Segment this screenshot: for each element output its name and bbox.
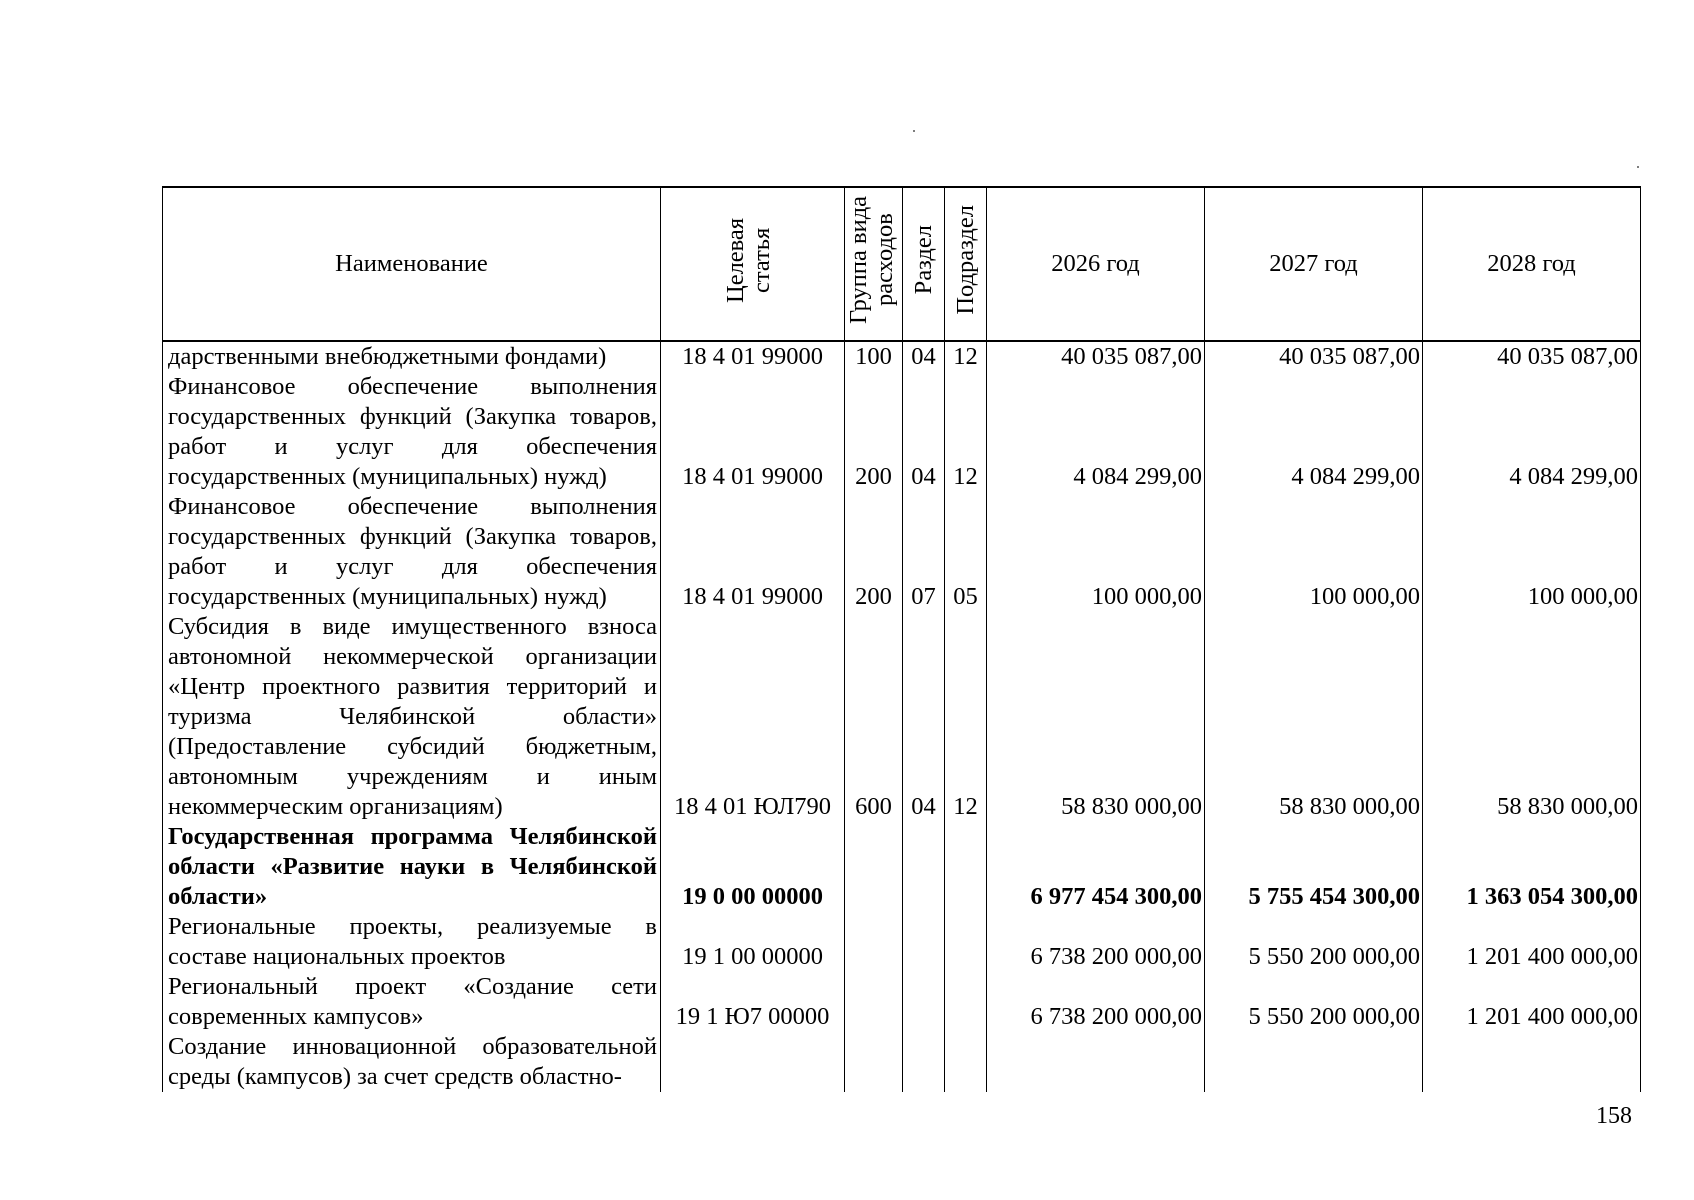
row-subsection (945, 972, 987, 1032)
table-row (163, 492, 1641, 612)
scan-speck (913, 130, 915, 132)
row-code: 18 4 01 99000 (661, 372, 845, 492)
row-code: 18 4 01 99000 (661, 341, 845, 372)
row-section: 07 (903, 492, 945, 612)
row-subsection (945, 1032, 987, 1092)
row-group: 600 (845, 612, 903, 822)
row-2027: 4 084 299,00 (1205, 372, 1423, 492)
header-subsection: Подраздел (951, 205, 979, 315)
row-subsection: 05 (945, 492, 987, 612)
row-2028: 1 363 054 300,00 (1423, 822, 1641, 912)
row-2026: 6 738 200 000,00 (987, 972, 1205, 1032)
row-2026: 6 977 454 300,00 (987, 822, 1205, 912)
row-group (845, 972, 903, 1032)
row-2028 (1423, 1032, 1641, 1092)
row-section: 04 (903, 341, 945, 372)
row-code: 19 1 00 00000 (661, 912, 845, 972)
row-name: Финансовое обеспечение выполнения государственных функций (Закупка товаров, работ и услуг для обеспечения государственных (муниципальных) нужд) (163, 492, 661, 612)
row-section (903, 972, 945, 1032)
row-section (903, 912, 945, 972)
header-2028: 2028 год (1423, 187, 1641, 341)
header-target: Целевая статья (721, 217, 775, 303)
header-name: Наименование (163, 187, 661, 341)
row-code: 19 1 Ю7 00000 (661, 972, 845, 1032)
table-row (163, 972, 1641, 1032)
row-section (903, 822, 945, 912)
row-2028: 1 201 400 000,00 (1423, 912, 1641, 972)
budget-table (162, 186, 1641, 1092)
table-row (163, 341, 1641, 372)
row-code: 18 4 01 99000 (661, 492, 845, 612)
table-row (163, 912, 1641, 972)
row-2028: 4 084 299,00 (1423, 372, 1641, 492)
header-2026: 2026 год (987, 187, 1205, 341)
row-subsection (945, 912, 987, 972)
row-group: 200 (845, 372, 903, 492)
row-2026 (987, 1032, 1205, 1092)
row-2028: 1 201 400 000,00 (1423, 972, 1641, 1032)
row-code (661, 1032, 845, 1092)
row-subsection: 12 (945, 612, 987, 822)
page-number: 158 (1596, 1103, 1632, 1129)
table-row (163, 1032, 1641, 1092)
row-2028: 40 035 087,00 (1423, 341, 1641, 372)
row-name: Региональный проект «Создание сети современных кампусов» (163, 972, 661, 1032)
header-2027: 2027 год (1205, 187, 1423, 341)
row-2026: 100 000,00 (987, 492, 1205, 612)
row-subsection (945, 822, 987, 912)
row-subsection: 12 (945, 372, 987, 492)
row-2026: 6 738 200 000,00 (987, 912, 1205, 972)
table-row (163, 612, 1641, 822)
row-section (903, 1032, 945, 1092)
row-group (845, 822, 903, 912)
row-code: 19 0 00 00000 (661, 822, 845, 912)
table-row (163, 822, 1641, 912)
row-group (845, 1032, 903, 1092)
row-2026: 4 084 299,00 (987, 372, 1205, 492)
row-name: Финансовое обеспечение выполнения государственных функций (Закупка товаров, работ и услуг для обеспечения государственных (муниципальных) нужд) (163, 372, 661, 492)
row-section: 04 (903, 612, 945, 822)
row-2028: 58 830 000,00 (1423, 612, 1641, 822)
row-2026: 58 830 000,00 (987, 612, 1205, 822)
row-group (845, 912, 903, 972)
row-name: Региональные проекты, реализуемые в составе национальных проектов (163, 912, 661, 972)
scan-speck (1637, 166, 1639, 168)
row-2027: 40 035 087,00 (1205, 341, 1423, 372)
row-2027 (1205, 1032, 1423, 1092)
row-2027: 5 550 200 000,00 (1205, 972, 1423, 1032)
row-2028: 100 000,00 (1423, 492, 1641, 612)
row-name: Создание инновационной образовательной среды (кампусов) за счет средств областно- (163, 1032, 661, 1092)
header-group: Группа вида расходов (844, 195, 898, 325)
row-group: 200 (845, 492, 903, 612)
table-row (163, 372, 1641, 492)
header-section: Раздел (909, 225, 937, 295)
row-2027: 58 830 000,00 (1205, 612, 1423, 822)
table-header-row (163, 187, 1641, 341)
row-section: 04 (903, 372, 945, 492)
row-name: Государственная программа Челябинской области «Развитие науки в Челябинской области» (163, 822, 661, 912)
row-2027: 5 755 454 300,00 (1205, 822, 1423, 912)
row-group: 100 (845, 341, 903, 372)
row-name: Субсидия в виде имущественного взноса автономной некоммерческой организации «Центр проектного развития территорий и туризма Челябинской области» (Предоставление субсидий бюджетным, автономным учреждениям и иным некоммерческим организациям) (163, 612, 661, 822)
row-code: 18 4 01 ЮЛ790 (661, 612, 845, 822)
row-2027: 100 000,00 (1205, 492, 1423, 612)
row-subsection: 12 (945, 341, 987, 372)
row-2026: 40 035 087,00 (987, 341, 1205, 372)
row-name: дарственными внебюджетными фондами) (163, 341, 661, 372)
row-2027: 5 550 200 000,00 (1205, 912, 1423, 972)
